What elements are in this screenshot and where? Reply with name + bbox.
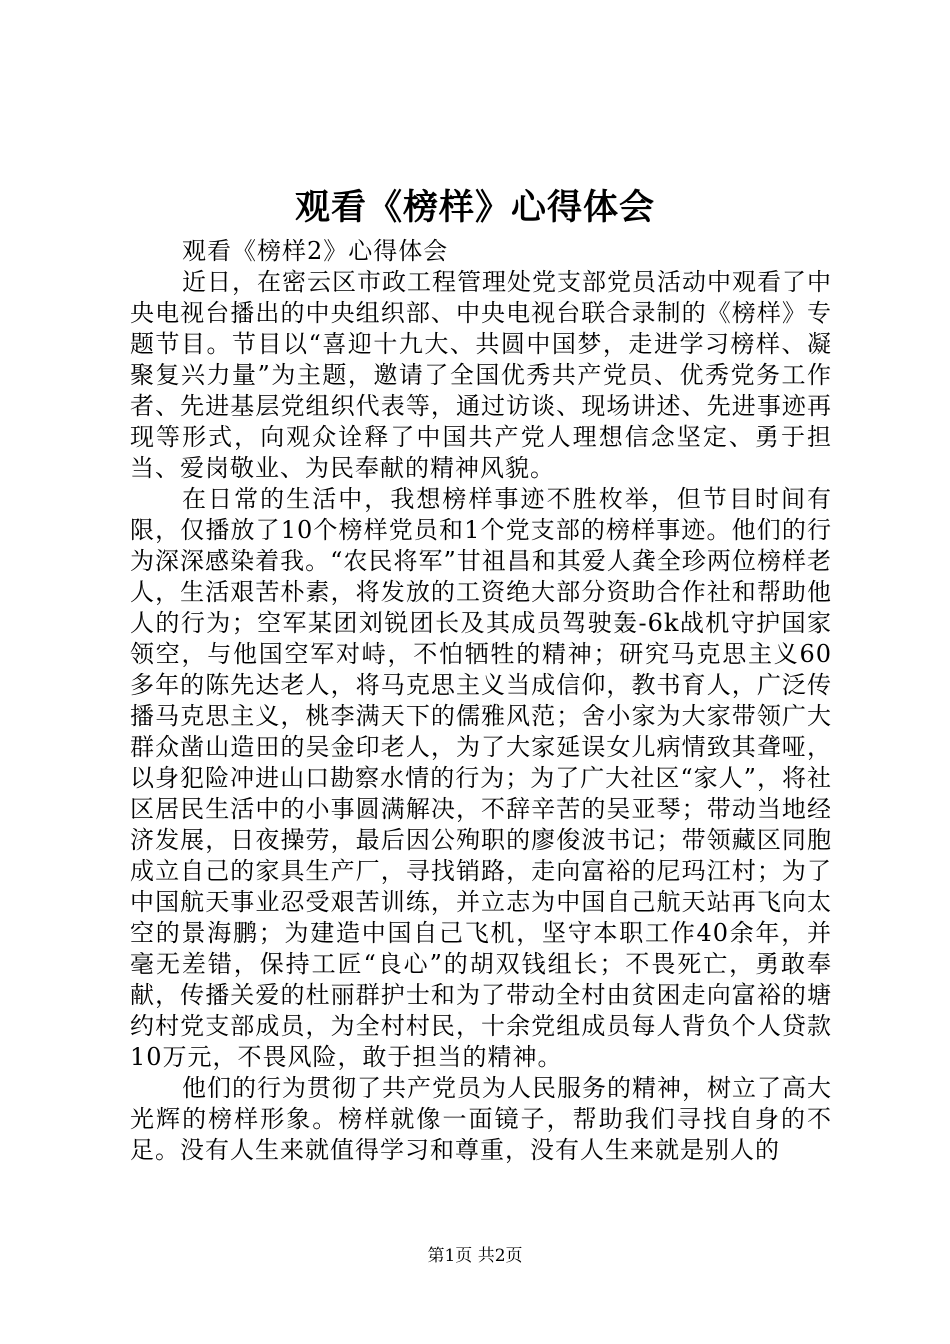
paragraph: 近日，在密云区市政工程管理处党支部党员活动中观看了中央电视台播出的中央组织部、中央电视台联合录制的《榜样》专题节目。节目以“喜迎十九大、共圆中国梦，走进学习榜样、凝聚复兴力量”为主题，邀请了全国优秀共产党员、优秀党务工作者、先进基层党组织代表等，通过访谈、现场讲述、先进事迹再现等形式，向观众诠释了中国共产党人理想信念坚定、勇于担当、爱岗敬业、为民奉献的精神风貌。	[130, 268, 832, 482]
paragraph: 他们的行为贯彻了共产党员为人民服务的精神，树立了高大光辉的榜样形象。榜样就像一面镜子，帮助我们寻找自身的不足。没有人生来就值得学习和尊重，没有人生来就是别人的	[130, 1074, 832, 1164]
page-number-footer: 第1页 共2页	[427, 1246, 523, 1266]
document-title: 观看《榜样》心得体会	[294, 187, 655, 228]
document-body	[130, 236, 832, 1166]
paragraph: 在日常的生活中，我想榜样事迹不胜枚举，但节目时间有限，仅播放了10个榜样党员和1个党支部的榜样事迹。他们的行为深深感染着我。“农民将军”甘祖昌和其爱人龚全珍两位榜样老人，生活艰苦朴素，将发放的工资绝大部分资助合作社和帮助他人的行为；空军某团刘锐团长及其成员驾驶轰-6k战机守护国家领空，与他国空军对峙，不怕牺牲的精神；研究马克思主义60多年的陈先达老人，将马克思主义当成信仰，教书育人，广泛传播马克思主义，桃李满天下的儒雅风范；舍小家为大家带领广大群众凿山造田的吴金印老人，为了大家延误女儿病情致其聋哑，以身犯险冲进山口勘察水情的行为；为了广大社区“家人”，将社区居民生活中的小事圆满解决，不辞辛苦的吴亚琴；带动当地经济发展，日夜操劳，最后因公殉职的廖俊波书记；带领藏区同胞成立自己的家具生产厂，寻找销路，走向富裕的尼玛江村；为了中国航天事业忍受艰苦训练，并立志为中国自己航天站再飞向太空的景海鹏；为建造中国自己飞机，坚守本职工作40余年，并毫无差错，保持工匠“良心”的胡双钱组长；不畏死亡，勇敢奉献，传播关爱的杜丽群护士和为了带动全村由贫困走向富裕的塘约村党支部成员，为全村村民，十余党组成员每人背负个人贷款10万元，不畏风险，敢于担当的精神。	[130, 485, 832, 1071]
paragraph-subtitle: 观看《榜样2》心得体会	[182, 237, 449, 265]
